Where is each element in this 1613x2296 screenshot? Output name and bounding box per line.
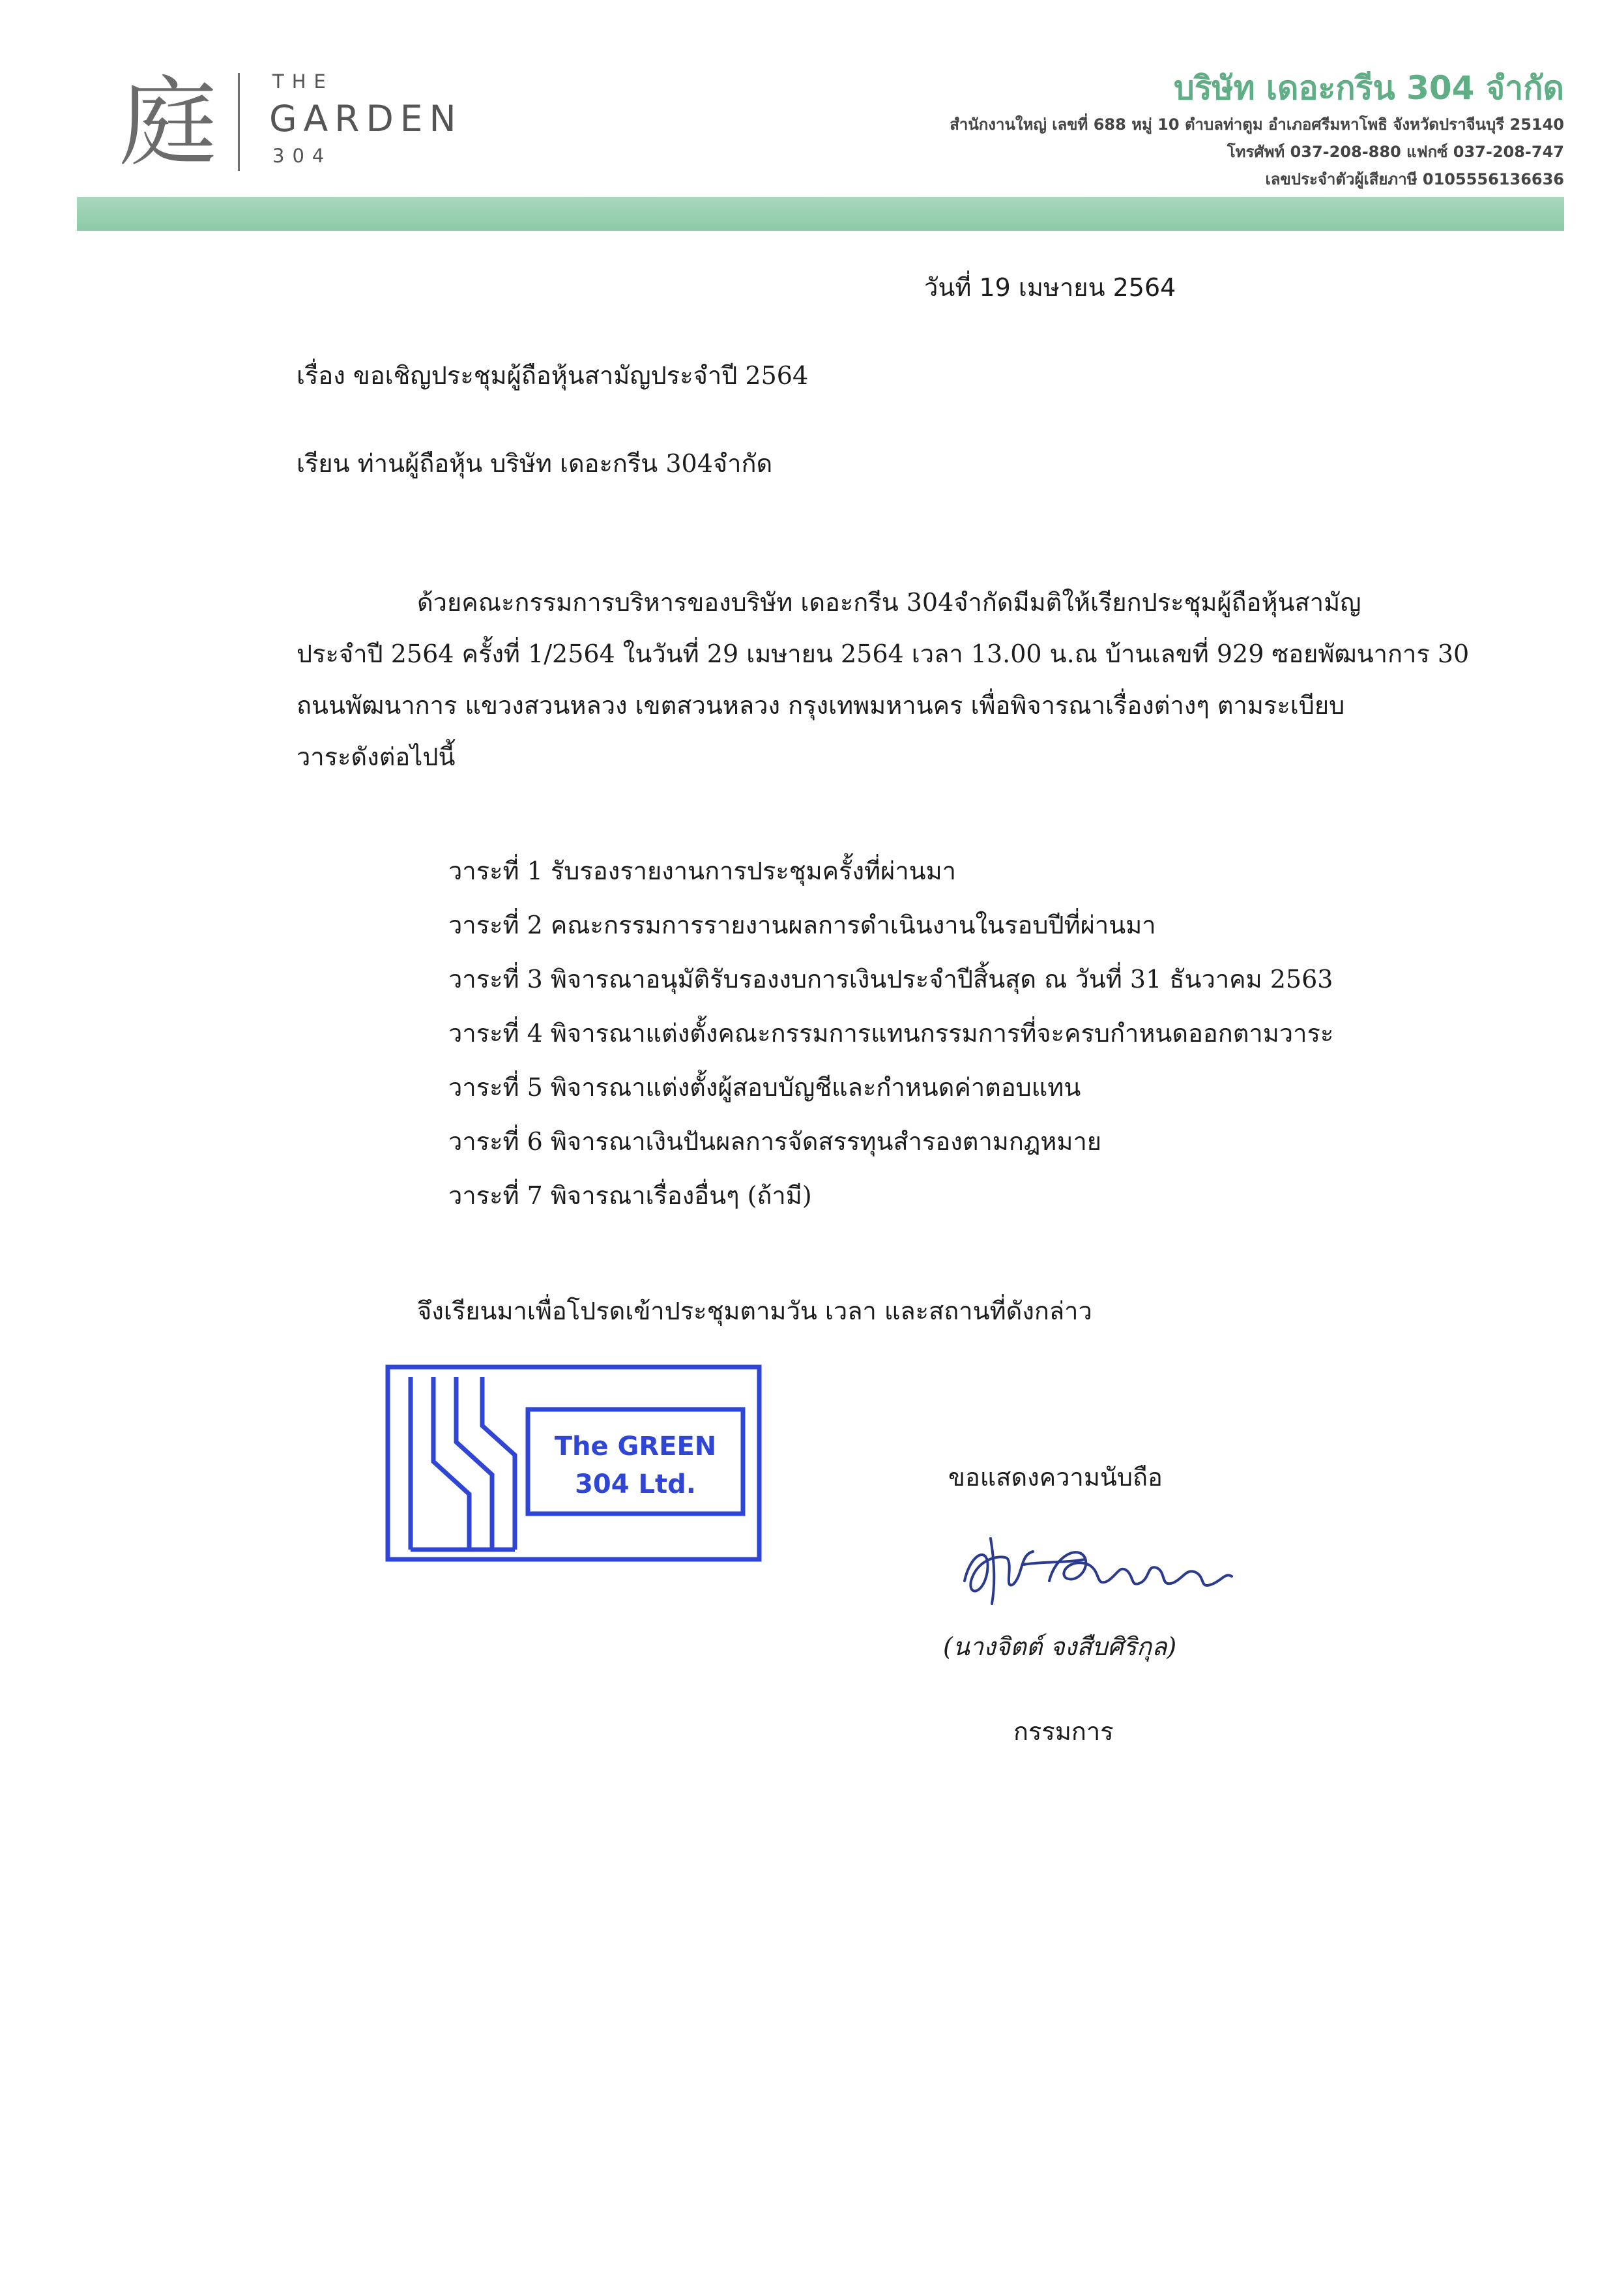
header-green-band xyxy=(77,197,1564,231)
company-stamp xyxy=(385,1364,763,1563)
company-address: สำนักงานใหญ่ เลขที่ 688 หมู่ 10 ตำบลท่าตูม อำเภอศรีมหาโพธิ จังหวัดปราจีนบุรี 25140 xyxy=(950,115,1564,134)
handwritten-signature xyxy=(952,1519,1238,1617)
svg-text:庭: 庭 xyxy=(119,66,218,176)
sign-off-respect: ขอแสดงความนับถือ xyxy=(948,1463,1163,1492)
agenda-item: วาระที่ 5 พิจารณาแต่งตั้งผู้สอบบัญชีและกำหนดค่าตอบแทน xyxy=(448,1073,1081,1102)
company-tax-id: เลขประจำตัวผู้เสียภาษี 0105556136636 xyxy=(1265,170,1564,188)
stamp-emblem-stroke xyxy=(433,1377,469,1550)
logo-divider xyxy=(238,73,240,171)
stamp-text-line2: 304 Ltd. xyxy=(575,1469,696,1499)
letter-body-paragraph xyxy=(297,577,1470,783)
company-phone-fax: โทรศัพท์ 037-208-880 แฟกซ์ 037-208-747 xyxy=(1227,143,1564,161)
letter-salutation: เรียน ท่านผู้ถือหุ้น บริษัท เดอะกรีน 304จำกัด xyxy=(297,449,773,478)
logo-number-text: 304 xyxy=(272,145,332,167)
agenda-item: วาระที่ 7 พิจารณาเรื่องอื่นๆ (ถ้ามี) xyxy=(448,1181,812,1210)
company-name: บริษัท เดอะกรีน 304 จำกัด xyxy=(1174,69,1564,107)
letter-subject: เรื่อง ขอเชิญประชุมผู้ถือหุ้นสามัญประจำปี 2564 xyxy=(297,361,809,390)
body-line: ประจำปี 2564 ครั้งที่ 1/2564 ในวันที่ 29 เมษายน 2564 เวลา 13.00 น.ณ บ้านเลขที่ 929 ซอยพัฒนาการ 30 xyxy=(297,640,1470,668)
body-line: ถนนพัฒนาการ แขวงสวนหลวง เขตสวนหลวง กรุงเทพมหานคร เพื่อพิจารณาเรื่องต่างๆ ตามระเบียบ xyxy=(297,691,1345,720)
letter-date: วันที่ 19 เมษายน 2564 xyxy=(924,273,1176,302)
body-line: วาระดังต่อไปนี้ xyxy=(297,743,456,771)
stamp-outer-border xyxy=(388,1367,759,1559)
letter-closing: จึงเรียนมาเพื่อโปรดเข้าประชุมตามวัน เวลา และสถานที่ดังกล่าว xyxy=(417,1297,1092,1325)
stamp-emblem-stroke xyxy=(482,1377,515,1550)
company-info xyxy=(847,65,1564,193)
logo-the-text: THE xyxy=(272,70,334,93)
stamp-text-line1: The GREEN xyxy=(554,1432,717,1462)
stamp-emblem-stroke xyxy=(456,1377,492,1550)
body-line: ด้วยคณะกรรมการบริหารของบริษัท เดอะกรีน 304จำกัดมีมติให้เรียกประชุมผู้ถือหุ้นสามัญ xyxy=(417,588,1361,617)
agenda-list xyxy=(448,844,1333,1223)
agenda-item: วาระที่ 1 รับรองรายงานการประชุมครั้งที่ผ่านมา xyxy=(448,857,957,885)
agenda-item: วาระที่ 4 พิจารณาแต่งตั้งคณะกรรมการแทนกรรมการที่จะครบกำหนดออกตามวาระ xyxy=(448,1019,1334,1048)
agenda-item: วาระที่ 6 พิจารณาเงินปันผลการจัดสรรทุนสำรองตามกฎหมาย xyxy=(448,1127,1102,1156)
signer-name: (นางจิตต์ จงสืบศิริกุล) xyxy=(943,1632,1177,1661)
agenda-item: วาระที่ 3 พิจารณาอนุมัติรับรองงบการเงินประจำปีสิ้นสุด ณ วันที่ 31 ธันวาคม 2563 xyxy=(448,965,1333,993)
garden-logo-mark xyxy=(116,65,220,176)
agenda-item: วาระที่ 2 คณะกรรมการรายงานผลการดำเนินงานในรอบปีที่ผ่านมา xyxy=(448,911,1156,939)
logo-garden-text: GARDEN xyxy=(269,98,463,140)
signer-position: กรรมการ xyxy=(1013,1717,1114,1746)
